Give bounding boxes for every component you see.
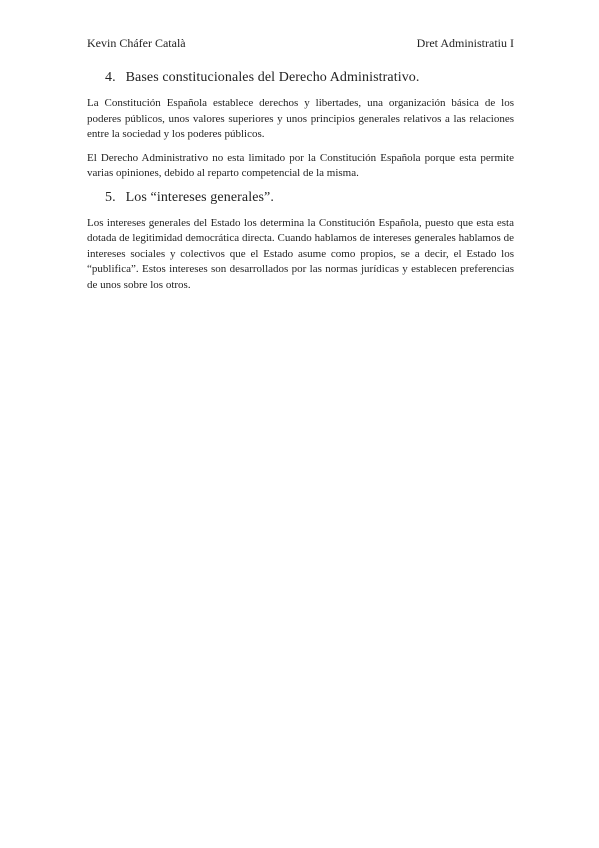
- section-5: [87, 190, 514, 294]
- paragraph: El Derecho Administrativo no esta limitado por la Constitución Española porque esta permite varias opiniones, debido al reparto competencial de la misma.: [87, 151, 514, 179]
- paragraph: Los intereses generales del Estado los determina la Constitución Española, puesto que esta esta dotada de legitimidad democrática directa. Cuando hablamos de intereses generales hablamos de intereses sociales y colectivos que el Estado asume como propios, se a decir, el Estado los “publifica”. Estos intereses son desarrollados por las normas jurídicas y establecen preferencias de unos sobre los otros.: [87, 216, 514, 291]
- section-4: [87, 70, 514, 182]
- page-header: [87, 36, 514, 52]
- section-title: Los “intereses generales”.: [125, 189, 274, 205]
- document-body: [87, 70, 514, 299]
- section-number: 4.: [105, 70, 116, 85]
- section-number: 5.: [105, 189, 116, 205]
- section-heading: [105, 70, 514, 86]
- section-heading: [105, 190, 514, 206]
- header-author: Kevin Cháfer Català: [87, 36, 186, 50]
- paragraph: La Constitución Española establece derechos y libertades, una organización básica de los poderes públicos, unos valores superiores y unos principios generales relativos a las relaciones entre la sociedad y los poderes públicos.: [87, 97, 514, 140]
- header-subject: Dret Administratiu I: [416, 36, 514, 50]
- section-title: Bases constitucionales del Derecho Administrativo.: [125, 70, 420, 85]
